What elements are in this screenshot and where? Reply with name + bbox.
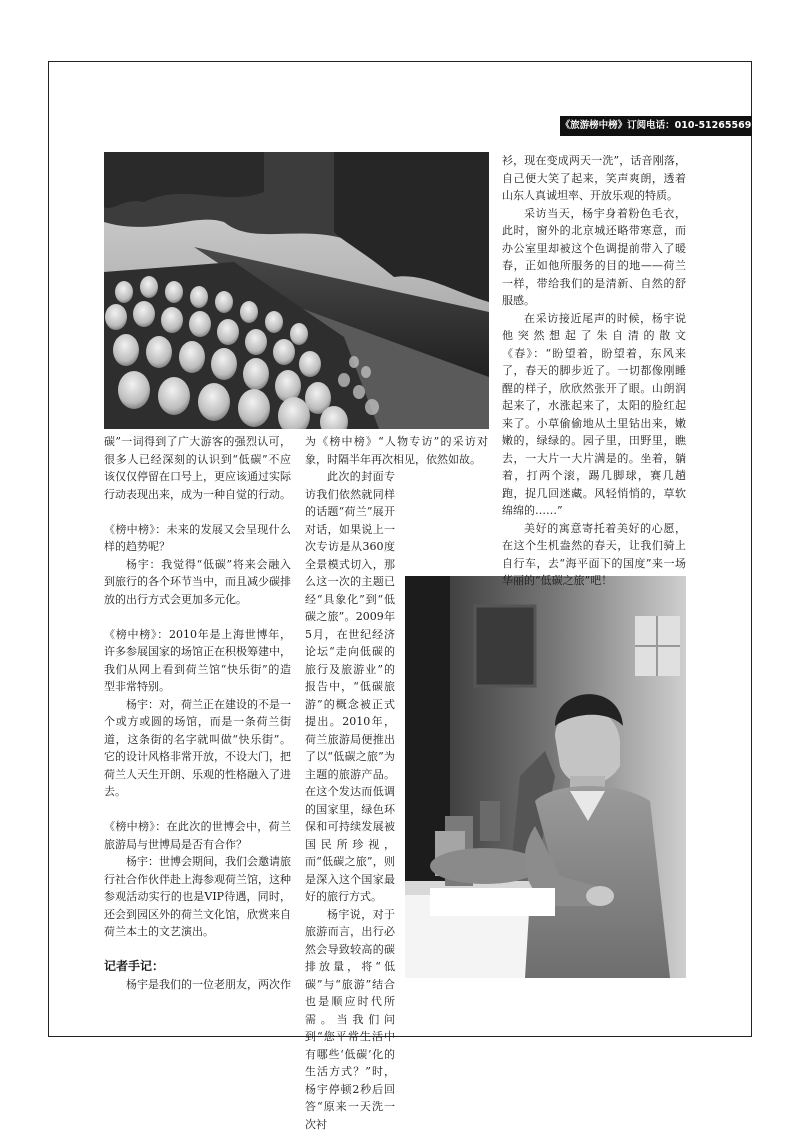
paragraph: 在采访接近尾声的时候，杨宇说他突然想起了朱自清的散文《春》：“盼望着，盼望着，东风来了，春天的脚步近了。一切都像刚睡醒的样子，欣欣然张开了眼。山朗润起来了，水涨起来了，太阳的脸红起来了。小草偷偷地从土里钻出来，嫩嫩的，绿绿的。园子里，田野里，瞧去，一大片一大片满是的。坐着，躺着，打两个滚，踢几脚球，赛几趟跑，捉几回迷藏。风轻悄悄的，草软绵绵的……” (502, 310, 686, 520)
middle-text-column (305, 433, 488, 468)
subscription-bar: 《旅游榜中榜》订阅电话：010-51265569 (560, 116, 752, 136)
interviewee-portrait-photo (405, 576, 686, 978)
middle-text-column-lower (305, 468, 395, 1133)
right-text-column (502, 152, 686, 590)
interview-question: 《榜中榜》：2010年是上海世博年，许多参展国家的场馆正在积极筹建中，我们从网上看到荷兰馆“快乐街”的造型非常特别。 (104, 626, 291, 696)
paragraph: 此次的封面专访我们依然就同样的话题“荷兰”展开对话，如果说上一次专访是从360度全景模式切入，那么这一次的主题已经“具象化”到“低碳之旅”。2009年5月，在世纪经济论坛“走向低碳的旅行及旅游业”的报告中，“低碳旅游”的概念被正式提出。2010年，荷兰旅游局便推出了以“低碳之旅”为主题的旅游产品。在这个发达而低调的国家里，绿色环保和可持续发展被国民所珍视，而“低碳之旅”，则是深入这个国家最好的旅行方式。 (305, 468, 395, 906)
paragraph: 采访当天，杨宇身着粉色毛衣，此时，窗外的北京城还略带寒意，而办公室里却被这个色调提前带入了暖春，正如他所服务的目的地——荷兰一样，带给我们的是清新、自然的舒服感。 (502, 205, 686, 310)
left-text-column (104, 433, 291, 993)
paragraph: 杨宇说，对于旅游而言，出行必然会导致较高的碳排放量，将“低碳”与“旅游”结合也是顺应时代所需。当我们问到“您平常生活中有哪些‘低碳’化的生活方式？”时，杨宇停顿2秒后回答“原来一天洗一次衬 (305, 906, 395, 1133)
paragraph: 碳”一词得到了广大游客的强烈认可，很多人已经深刻的认识到“低碳”不应该仅仅停留在口号上，更应该通过实际行动表现出来，成为一种自觉的行动。 (104, 433, 291, 503)
reporter-notes-heading: 记者手记： (104, 958, 291, 976)
interview-answer: 杨宇：世博会期间，我们会邀请旅行社合作伙伴赴上海参观荷兰馆，这种参观活动实行的也是VIP待遇，同时，还会到园区外的荷兰文化馆，欣赏来自荷兰本土的文艺演出。 (104, 853, 291, 941)
tulip-garden-photo-graphic (104, 152, 489, 429)
interviewee-portrait-graphic (405, 576, 686, 978)
interview-answer: 杨宇：我觉得“低碳”将来会融入到旅行的各个环节当中，而且减少碳排放的出行方式会更加多元化。 (104, 556, 291, 609)
paragraph: 美好的寓意寄托着美好的心愿，在这个生机盎然的春天，让我们骑上自行车，去“海平面下的国度”来一场华丽的“低碳之旅”吧！ (502, 520, 686, 590)
tulip-garden-photo (104, 152, 489, 429)
paragraph: 为《榜中榜》“人物专访”的采访对象，时隔半年再次相见，依然如故。 (305, 433, 488, 468)
interview-question: 《榜中榜》：未来的发展又会呈现什么样的趋势呢？ (104, 521, 291, 556)
caption-blank-box (430, 888, 555, 916)
paragraph: 杨宇是我们的一位老朋友，两次作 (104, 976, 291, 994)
paragraph: 衫，现在变成两天一洗”，话音刚落，自己便大笑了起来，笑声爽朗，透着山东人真诚坦率、开放乐观的特质。 (502, 152, 686, 205)
interview-answer: 杨宇：对，荷兰正在建设的不是一个或方或圆的场馆，而是一条荷兰街道，这条街的名字就叫做“快乐街”。它的设计风格非常开放，不设大门，把荷兰人天生开朗、乐观的性格融入了进去。 (104, 696, 291, 801)
interview-question: 《榜中榜》：在此次的世博会中，荷兰旅游局与世博局是否有合作？ (104, 818, 291, 853)
